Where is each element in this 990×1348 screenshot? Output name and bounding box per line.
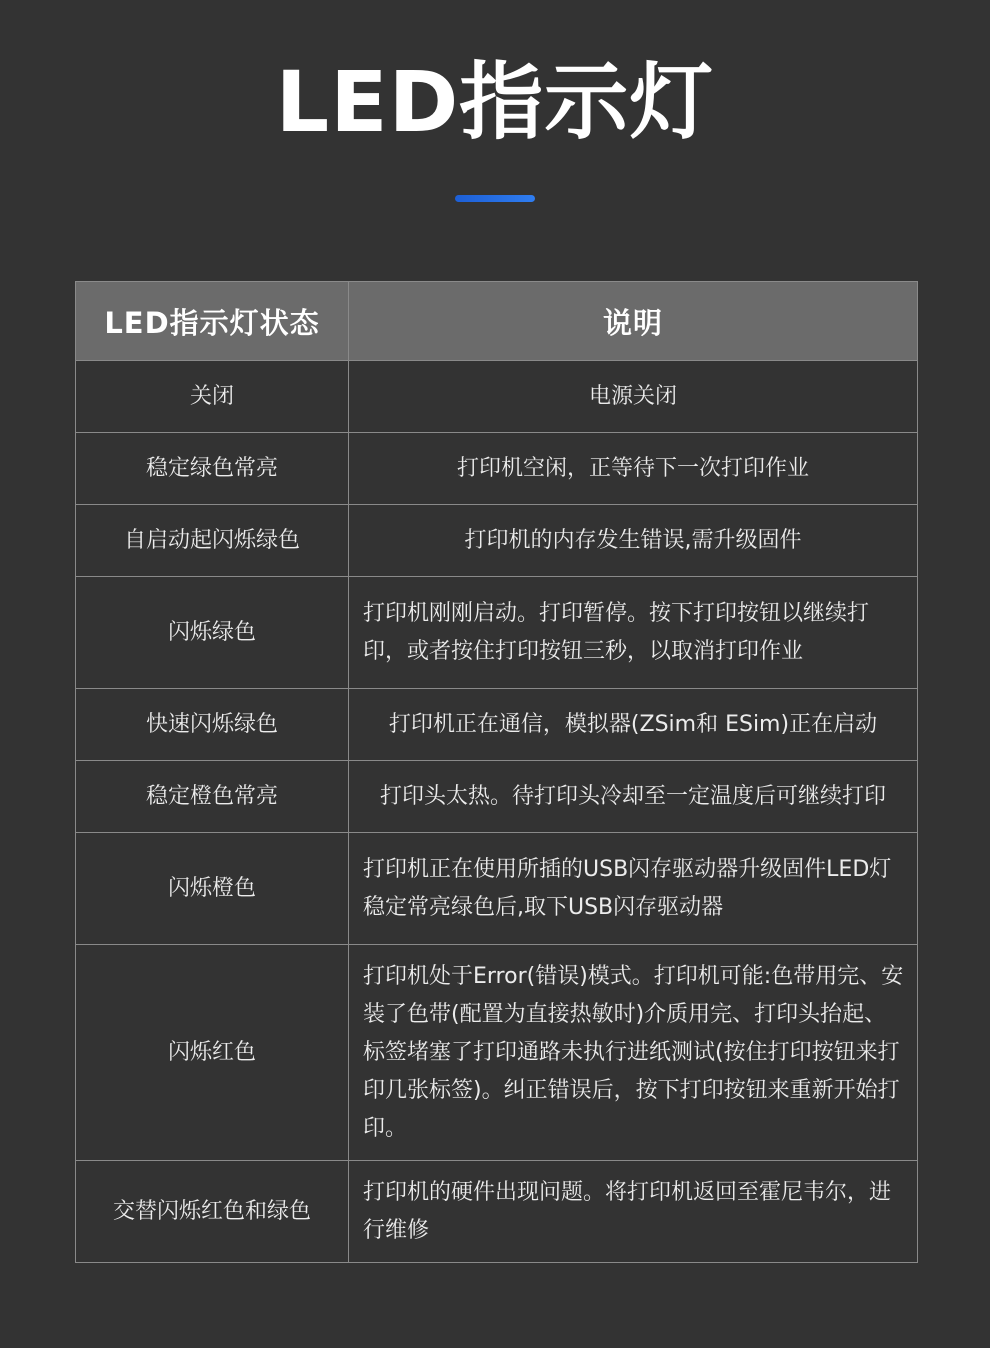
- led-state-cell: 快速闪烁绿色: [76, 689, 349, 761]
- led-status-table: [75, 281, 918, 1263]
- description-cell: 打印机正在使用所插的USB闪存驱动器升级固件LED灯稳定常亮绿色后,取下USB闪存驱动器: [349, 833, 918, 945]
- description-cell: 打印机正在通信，模拟器(ZSim和 ESim)正在启动: [349, 689, 918, 761]
- description-cell: 打印机处于Error(错误)模式。打印机可能:色带用完、安装了色带(配置为直接热敏时)介质用完、打印头抬起、标签堵塞了打印通路未执行进纸测试(按住打印按钮来打印几张标签)。纠正错误后，按下打印按钮来重新开始打印。: [349, 945, 918, 1161]
- led-state-cell: 交替闪烁红色和绿色: [76, 1161, 349, 1263]
- table-row: [76, 761, 918, 833]
- column-header-description: 说明: [349, 282, 918, 361]
- table-row: [76, 433, 918, 505]
- table-row: [76, 1161, 918, 1263]
- column-header-state: LED指示灯状态: [76, 282, 349, 361]
- description-cell: 打印机的硬件出现问题。将打印机返回至霍尼韦尔，进行维修: [349, 1161, 918, 1263]
- led-state-cell: 稳定橙色常亮: [76, 761, 349, 833]
- title-accent-bar: [455, 195, 535, 202]
- description-cell: 打印头太热。待打印头冷却至一定温度后可继续打印: [349, 761, 918, 833]
- table-row: [76, 577, 918, 689]
- description-cell: 打印机的内存发生错误,需升级固件: [349, 505, 918, 577]
- led-state-cell: 自启动起闪烁绿色: [76, 505, 349, 577]
- led-state-cell: 闪烁红色: [76, 945, 349, 1161]
- table-row: [76, 505, 918, 577]
- led-state-cell: 稳定绿色常亮: [76, 433, 349, 505]
- led-state-cell: 关闭: [76, 361, 349, 433]
- description-cell: 电源关闭: [349, 361, 918, 433]
- description-cell: 打印机刚刚启动。打印暂停。按下打印按钮以继续打印，或者按住打印按钮三秒，以取消打印作业: [349, 577, 918, 689]
- table-row: [76, 689, 918, 761]
- page-title: LED指示灯: [275, 53, 715, 151]
- led-state-cell: 闪烁绿色: [76, 577, 349, 689]
- table-row: [76, 361, 918, 433]
- led-state-cell: 闪烁橙色: [76, 833, 349, 945]
- table-row: [76, 945, 918, 1161]
- description-cell: 打印机空闲，正等待下一次打印作业: [349, 433, 918, 505]
- table-header-row: [76, 282, 918, 361]
- table-row: [76, 833, 918, 945]
